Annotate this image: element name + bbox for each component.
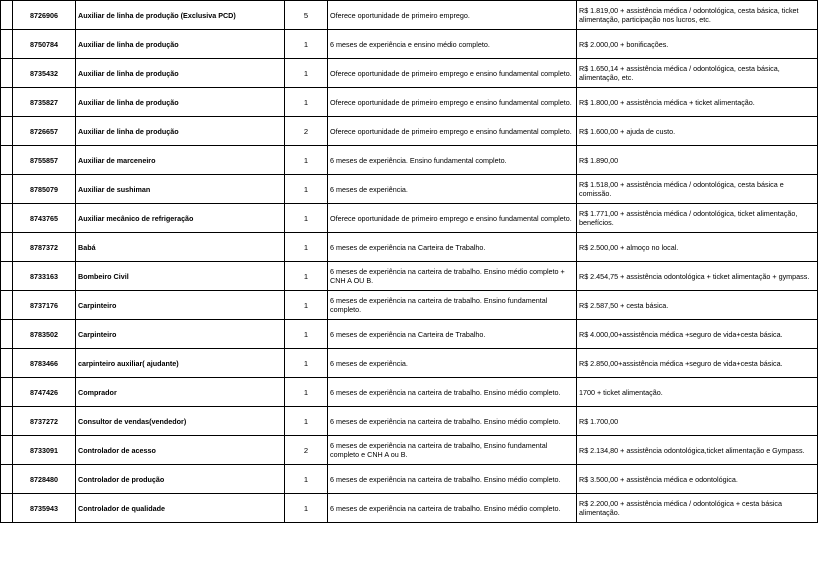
job-salary-benefits: R$ 4.000,00+assistência médica +seguro de vida+cesta básica. xyxy=(577,320,818,349)
vacancy-count: 1 xyxy=(285,494,328,523)
row-margin-cell xyxy=(1,407,13,436)
job-title: Consultor de vendas(vendedor) xyxy=(76,407,285,436)
table-row xyxy=(1,146,818,175)
row-margin-cell xyxy=(1,204,13,233)
job-title: Auxiliar de linha de produção xyxy=(76,30,285,59)
table-row xyxy=(1,494,818,523)
table-row xyxy=(1,291,818,320)
job-requirements: 6 meses de experiência na carteira de trabalho. Ensino fundamental completo. xyxy=(328,291,577,320)
row-margin-cell xyxy=(1,233,13,262)
job-requirements: 6 meses de experiência na Carteira de Trabalho. xyxy=(328,320,577,349)
vacancy-count: 1 xyxy=(285,320,328,349)
vacancy-count: 1 xyxy=(285,407,328,436)
table-row xyxy=(1,262,818,291)
job-requirements: 6 meses de experiência na carteira de trabalho. Ensino médio completo. xyxy=(328,378,577,407)
job-salary-benefits: R$ 2.500,00 + almoço no local. xyxy=(577,233,818,262)
job-title: Auxiliar de marceneiro xyxy=(76,146,285,175)
job-salary-benefits: R$ 2.587,50 + cesta básica. xyxy=(577,291,818,320)
job-code: 8743765 xyxy=(13,204,76,233)
job-requirements: 6 meses de experiência na Carteira de Trabalho. xyxy=(328,233,577,262)
job-title: Controlador de produção xyxy=(76,465,285,494)
job-code: 8783502 xyxy=(13,320,76,349)
job-code: 8737272 xyxy=(13,407,76,436)
job-salary-benefits: 1700 + ticket alimentação. xyxy=(577,378,818,407)
vacancy-count: 2 xyxy=(285,117,328,146)
row-margin-cell xyxy=(1,436,13,465)
job-salary-benefits: R$ 2.134,80 + assistência odontológica,ticket alimentação e Gympass. xyxy=(577,436,818,465)
table-row xyxy=(1,204,818,233)
table-row xyxy=(1,349,818,378)
row-margin-cell xyxy=(1,1,13,30)
job-code: 8755857 xyxy=(13,146,76,175)
job-title: Controlador de acesso xyxy=(76,436,285,465)
row-margin-cell xyxy=(1,117,13,146)
row-margin-cell xyxy=(1,30,13,59)
row-margin-cell xyxy=(1,378,13,407)
job-code: 8728480 xyxy=(13,465,76,494)
vacancy-count: 1 xyxy=(285,465,328,494)
job-salary-benefits: R$ 1.600,00 + ajuda de custo. xyxy=(577,117,818,146)
row-margin-cell xyxy=(1,175,13,204)
table-row xyxy=(1,1,818,30)
job-salary-benefits: R$ 1.700,00 xyxy=(577,407,818,436)
job-requirements: 6 meses de experiência. Ensino fundamental completo. xyxy=(328,146,577,175)
row-margin-cell xyxy=(1,494,13,523)
vacancy-count: 1 xyxy=(285,30,328,59)
job-requirements: Oferece oportunidade de primeiro emprego e ensino fundamental completo. xyxy=(328,88,577,117)
table-row xyxy=(1,465,818,494)
vacancy-count: 1 xyxy=(285,175,328,204)
table-row xyxy=(1,407,818,436)
vacancy-count: 1 xyxy=(285,146,328,175)
job-salary-benefits: R$ 1.890,00 xyxy=(577,146,818,175)
job-title: Comprador xyxy=(76,378,285,407)
table-row xyxy=(1,175,818,204)
vacancy-count: 1 xyxy=(285,378,328,407)
vacancy-count: 1 xyxy=(285,59,328,88)
job-salary-benefits: R$ 2.850,00+assistência médica +seguro de vida+cesta básica. xyxy=(577,349,818,378)
job-title: Carpinteiro xyxy=(76,320,285,349)
job-salary-benefits: R$ 1.518,00 + assistência médica / odontológica, cesta básica e comissão. xyxy=(577,175,818,204)
job-requirements: 6 meses de experiência na carteira de trabalho. Ensino médio completo. xyxy=(328,465,577,494)
job-title: carpinteiro auxiliar( ajudante) xyxy=(76,349,285,378)
job-requirements: 6 meses de experiência na carteira de trabalho, Ensino fundamental completo e CNH A ou B. xyxy=(328,436,577,465)
job-requirements: 6 meses de experiência. xyxy=(328,175,577,204)
job-title: Auxiliar de linha de produção (Exclusiva PCD) xyxy=(76,1,285,30)
job-salary-benefits: R$ 1.771,00 + assistência médica / odontológica, ticket alimentação, benefícios. xyxy=(577,204,818,233)
job-salary-benefits: R$ 1.650,14 + assistência médica / odontológica, cesta básica, alimentação, etc. xyxy=(577,59,818,88)
job-requirements: 6 meses de experiência e ensino médio completo. xyxy=(328,30,577,59)
vacancy-count: 5 xyxy=(285,1,328,30)
job-code: 8735432 xyxy=(13,59,76,88)
job-listing-rows xyxy=(1,1,818,523)
row-margin-cell xyxy=(1,465,13,494)
job-salary-benefits: R$ 3.500,00 + assistência médica e odontológica. xyxy=(577,465,818,494)
table-row xyxy=(1,88,818,117)
table-row xyxy=(1,59,818,88)
row-margin-cell xyxy=(1,59,13,88)
vacancy-count: 1 xyxy=(285,233,328,262)
job-title: Auxiliar de linha de produção xyxy=(76,117,285,146)
job-salary-benefits: R$ 1.819,00 + assistência médica / odontológica, cesta básica, ticket alimentação, participação nos lucros, etc. xyxy=(577,1,818,30)
job-title: Auxiliar mecânico de refrigeração xyxy=(76,204,285,233)
job-requirements: Oferece oportunidade de primeiro emprego e ensino fundamental completo. xyxy=(328,117,577,146)
job-code: 8737176 xyxy=(13,291,76,320)
job-title: Auxiliar de linha de produção xyxy=(76,59,285,88)
job-salary-benefits: R$ 2.000,00 + bonificações. xyxy=(577,30,818,59)
table-row xyxy=(1,378,818,407)
job-code: 8783466 xyxy=(13,349,76,378)
job-code: 8733163 xyxy=(13,262,76,291)
row-margin-cell xyxy=(1,349,13,378)
job-title: Babá xyxy=(76,233,285,262)
vacancy-count: 1 xyxy=(285,204,328,233)
job-title: Carpinteiro xyxy=(76,291,285,320)
row-margin-cell xyxy=(1,320,13,349)
table-row xyxy=(1,117,818,146)
job-code: 8726657 xyxy=(13,117,76,146)
vacancy-count: 2 xyxy=(285,436,328,465)
table-row xyxy=(1,436,818,465)
job-code: 8785079 xyxy=(13,175,76,204)
job-requirements: Oferece oportunidade de primeiro emprego. xyxy=(328,1,577,30)
job-code: 8735827 xyxy=(13,88,76,117)
job-salary-benefits: R$ 1.800,00 + assistência médica + ticket alimentação. xyxy=(577,88,818,117)
vacancy-count: 1 xyxy=(285,262,328,291)
job-code: 8733091 xyxy=(13,436,76,465)
vacancy-count: 1 xyxy=(285,291,328,320)
job-code: 8750784 xyxy=(13,30,76,59)
job-title: Auxiliar de linha de produção xyxy=(76,88,285,117)
table-row xyxy=(1,30,818,59)
table-row xyxy=(1,320,818,349)
job-code: 8787372 xyxy=(13,233,76,262)
job-title: Controlador de qualidade xyxy=(76,494,285,523)
job-title: Bombeiro Civil xyxy=(76,262,285,291)
job-requirements: 6 meses de experiência na carteira de trabalho. Ensino médio completo. xyxy=(328,494,577,523)
job-requirements: 6 meses de experiência. xyxy=(328,349,577,378)
job-requirements: Oferece oportunidade de primeiro emprego e ensino fundamental completo. xyxy=(328,204,577,233)
job-requirements: 6 meses de experiência na carteira de trabalho. Ensino médio completo + CNH A OU B. xyxy=(328,262,577,291)
row-margin-cell xyxy=(1,291,13,320)
row-margin-cell xyxy=(1,262,13,291)
job-code: 8747426 xyxy=(13,378,76,407)
row-margin-cell xyxy=(1,88,13,117)
job-salary-benefits: R$ 2.454,75 + assistência odontológica + ticket alimentação + gympass. xyxy=(577,262,818,291)
job-requirements: Oferece oportunidade de primeiro emprego e ensino fundamental completo. xyxy=(328,59,577,88)
row-margin-cell xyxy=(1,146,13,175)
vacancy-count: 1 xyxy=(285,88,328,117)
job-code: 8726906 xyxy=(13,1,76,30)
table-row xyxy=(1,233,818,262)
vacancy-count: 1 xyxy=(285,349,328,378)
job-code: 8735943 xyxy=(13,494,76,523)
job-title: Auxiliar de sushiman xyxy=(76,175,285,204)
job-requirements: 6 meses de experiência na carteira de trabalho. Ensino médio completo. xyxy=(328,407,577,436)
job-salary-benefits: R$ 2.200,00 + assistência médica / odontológica + cesta básica alimentação. xyxy=(577,494,818,523)
